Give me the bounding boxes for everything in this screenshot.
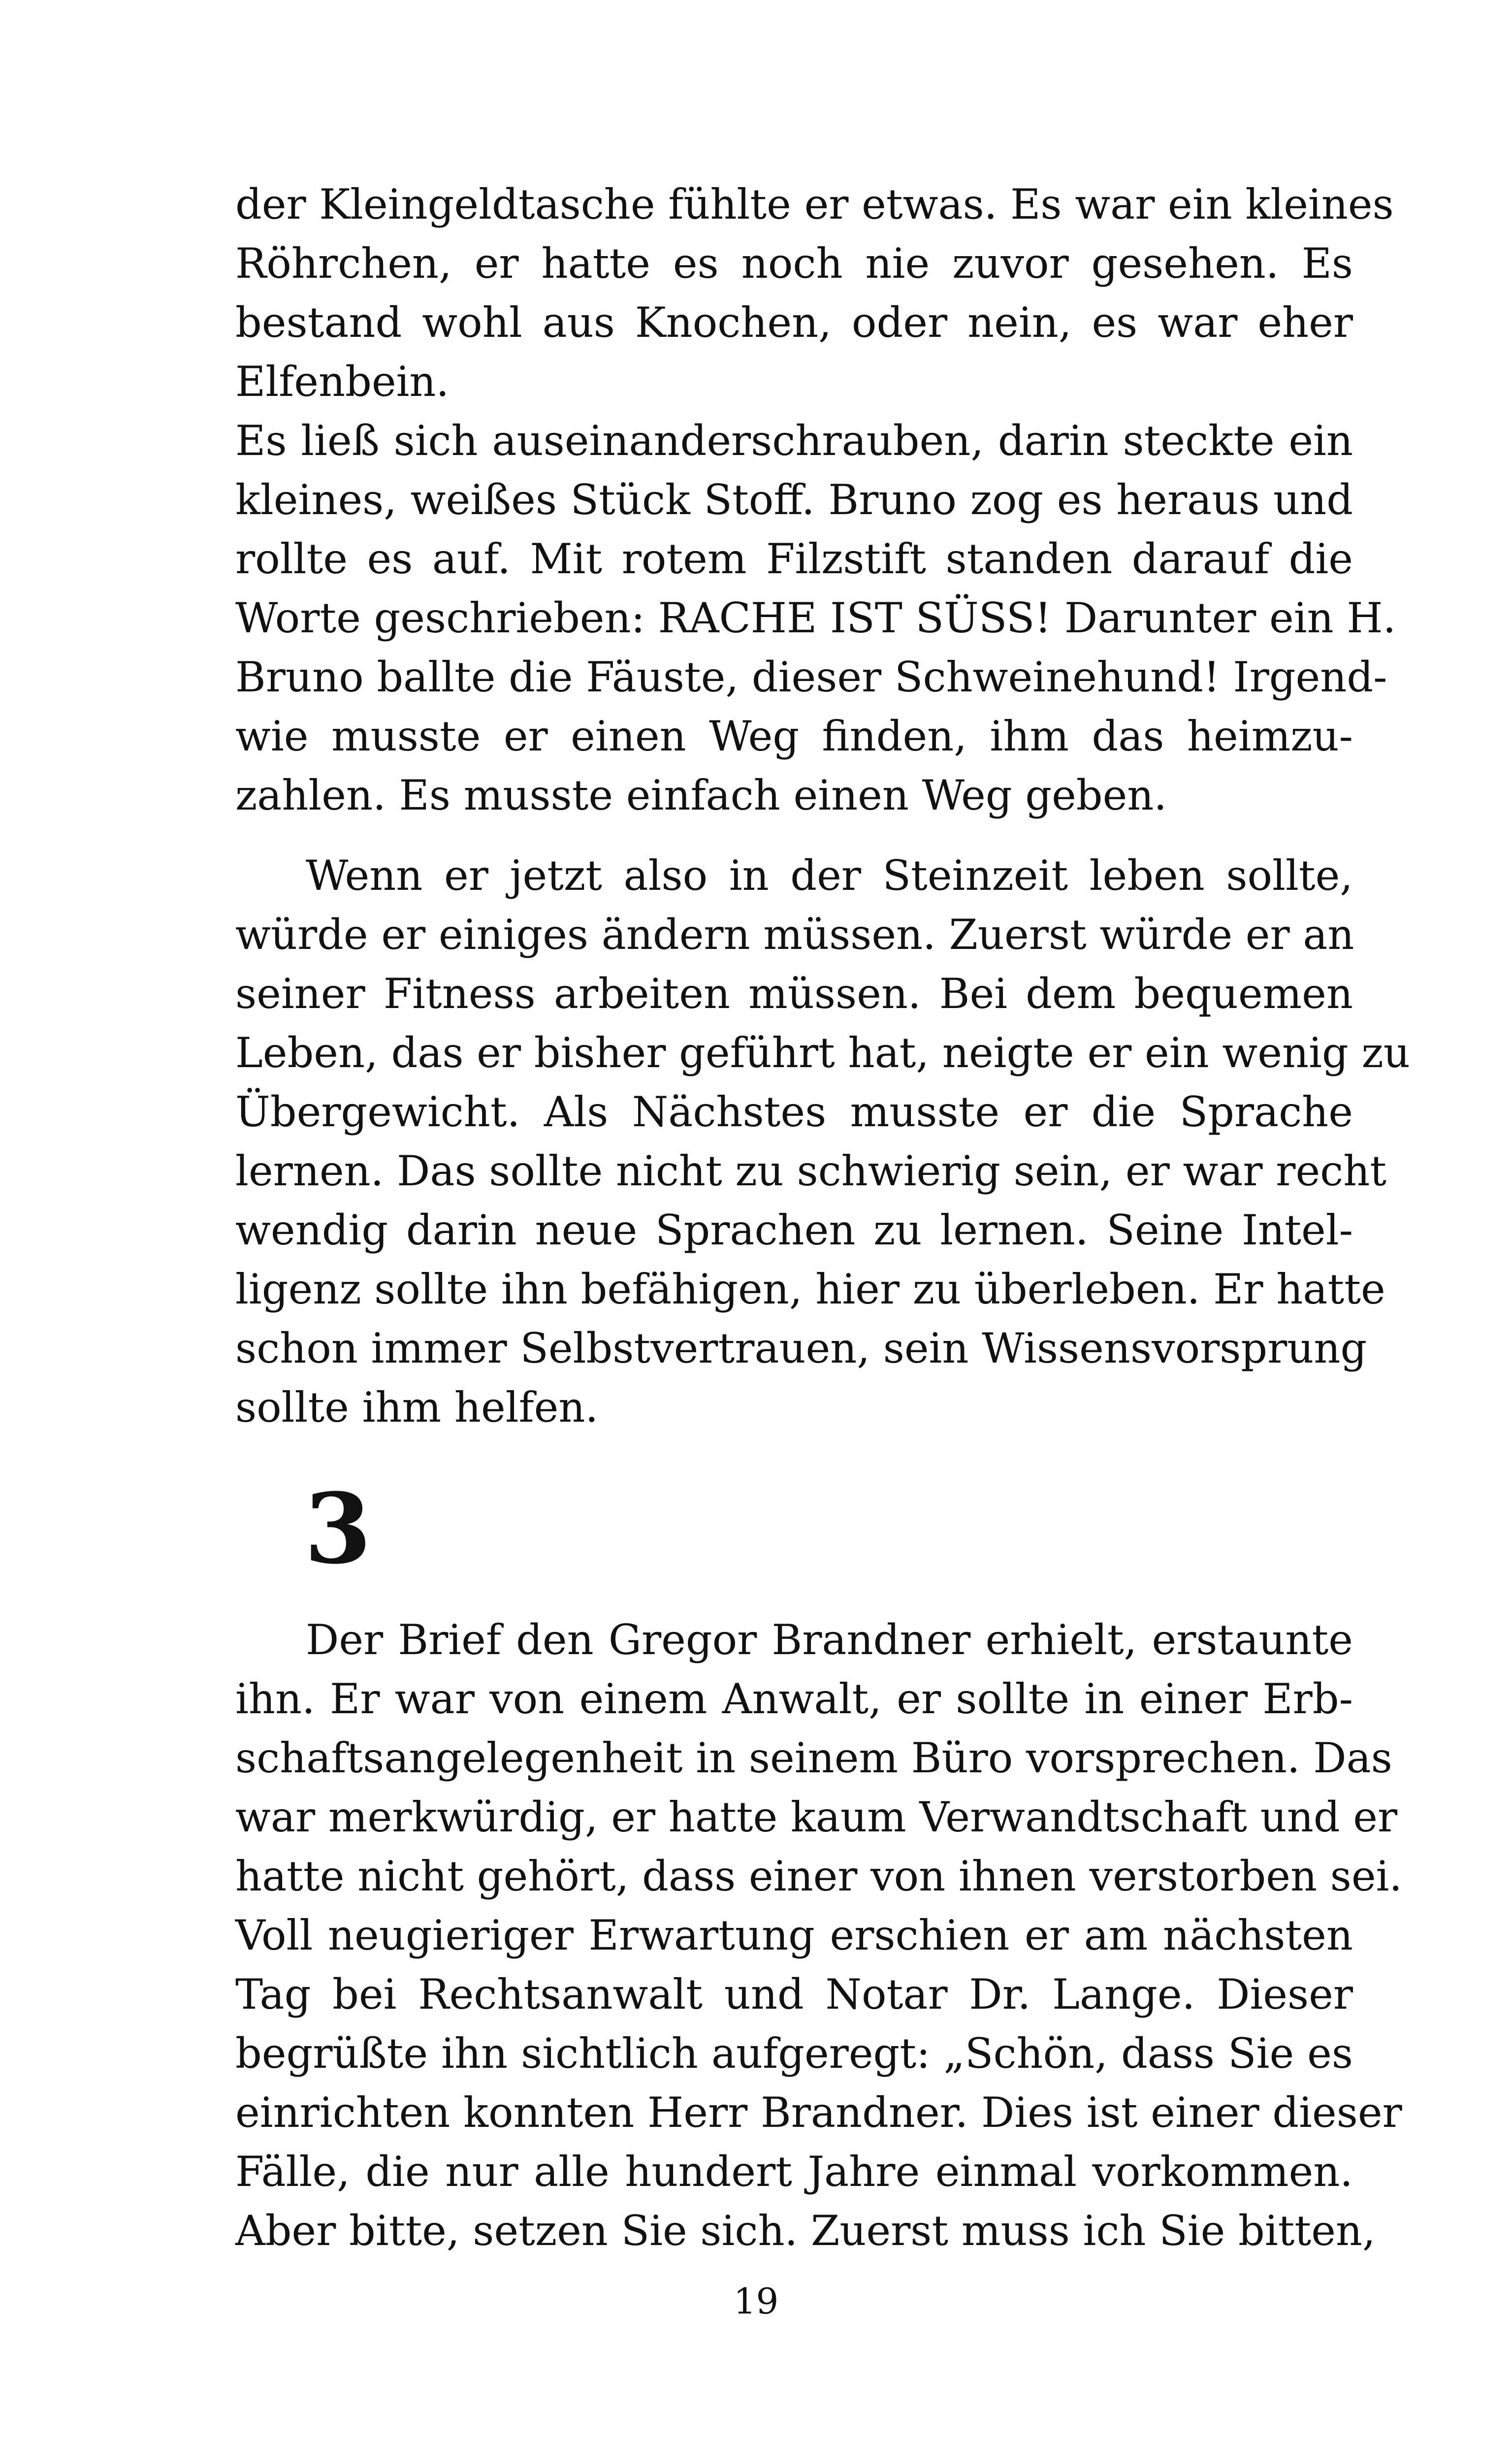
- paragraph: [235, 1610, 1403, 2260]
- text-line: zahlen. Es musste einfach einen Weg geben.: [235, 771, 1167, 819]
- text-line: Elfenbein.: [235, 358, 450, 406]
- text-line: Aber bitte, setzen Sie sich. Zuerst muss ich Sie bitten,: [235, 2207, 1376, 2255]
- text-line: hatte nicht gehört, dass einer von ihnen verstorben sei.: [235, 1852, 1403, 1900]
- text-line: Der Brief den Gregor Brandner erhielt, erstaunte: [306, 1616, 1353, 1664]
- text-line: seiner Fitness arbeiten müssen. Bei dem bequemen: [235, 970, 1353, 1018]
- text-line: wie musste er einen Weg finden, ihm das heimzu-: [235, 712, 1353, 760]
- text-line: rollte es auf. Mit rotem Filzstift standen darauf die: [235, 535, 1353, 583]
- text-line: ligenz sollte ihn befähigen, hier zu überleben. Er hatte: [235, 1265, 1385, 1313]
- text-line: Es ließ sich auseinanderschrauben, darin steckte ein: [235, 417, 1353, 465]
- text-line: Röhrchen, er hatte es noch nie zuvor gesehen. Es: [235, 239, 1353, 288]
- text-line: sollte ihm helfen.: [235, 1383, 599, 1432]
- text-line: schaftsangelegenheit in seinem Büro vorsprechen. Das: [235, 1734, 1392, 1782]
- text-line: wendig darin neue Sprachen zu lernen. Seine Intel-: [235, 1206, 1353, 1254]
- text-line: Übergewicht. Als Nächstes musste er die Sprache: [235, 1088, 1353, 1136]
- text-line: Wenn er jetzt also in der Steinzeit leben sollte,: [306, 851, 1353, 900]
- text-line: kleines, weißes Stück Stoff. Bruno zog es heraus und: [235, 476, 1353, 524]
- text-line: Worte geschrieben: RACHE IST SÜSS! Darunter ein H.: [235, 594, 1396, 642]
- text-line: ihn. Er war von einem Anwalt, er sollte in einer Erb-: [235, 1675, 1353, 1723]
- text-line: würde er einiges ändern müssen. Zuerst würde er an: [235, 911, 1354, 959]
- text-line: schon immer Selbstvertrauen, sein Wissensvorsprung: [235, 1324, 1367, 1372]
- text-line: begrüßte ihn sichtlich aufgeregt: „Schön, dass Sie es: [235, 2029, 1353, 2078]
- text-line: war merkwürdig, er hatte kaum Verwandtschaft und er: [235, 1793, 1398, 1841]
- chapter-number: 3: [304, 1472, 372, 1586]
- text-line: bestand wohl aus Knochen, oder nein, es war eher: [235, 298, 1353, 347]
- text-line: Bruno ballte die Fäuste, dieser Schweinehund! Irgend-: [235, 653, 1387, 701]
- text-line: der Kleingeldtasche fühlte er etwas. Es war ein kleines: [235, 180, 1394, 228]
- page-number: 19: [733, 2280, 779, 2322]
- text-line: Voll neugieriger Erwartung erschien er am nächsten: [235, 1911, 1353, 1959]
- text-line: lernen. Das sollte nicht zu schwierig sein, er war recht: [235, 1147, 1387, 1195]
- text-line: Fälle, die nur alle hundert Jahre einmal vorkommen.: [235, 2148, 1353, 2196]
- text-line: Tag bei Rechtsanwalt und Notar Dr. Lange. Dieser: [235, 1970, 1353, 2019]
- paragraph: [235, 846, 1410, 1437]
- text-line: einrichten konnten Herr Brandner. Dies ist einer dieser: [235, 2088, 1402, 2137]
- text-line: Leben, das er bisher geführt hat, neigte er ein wenig zu: [235, 1029, 1410, 1077]
- paragraph-continued: [235, 175, 1396, 825]
